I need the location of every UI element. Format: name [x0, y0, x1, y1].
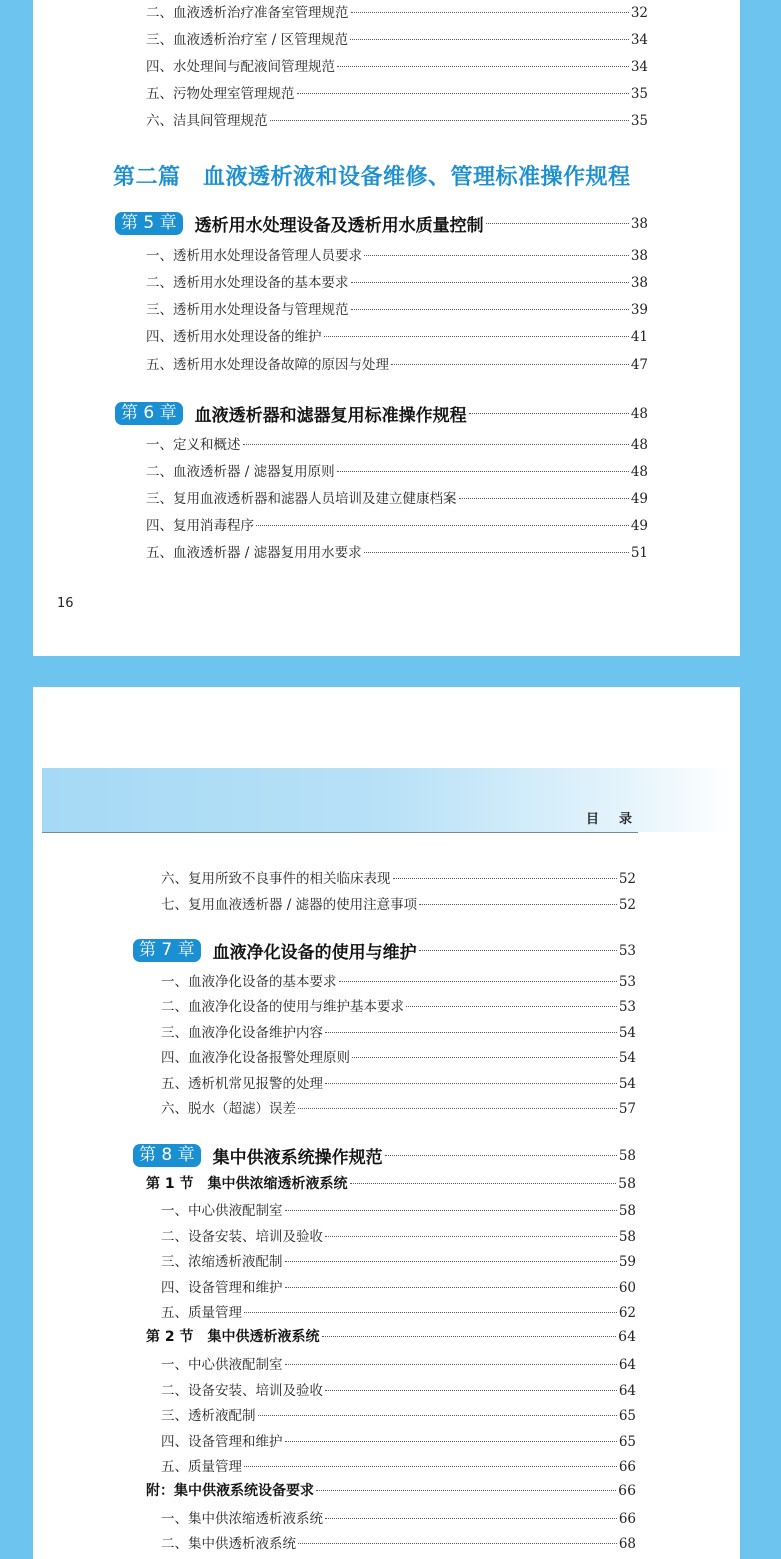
leader-dots	[325, 1518, 617, 1519]
leader-dots	[391, 364, 629, 365]
toc-entry-label: 一、血液净化设备的基本要求	[161, 974, 337, 990]
toc-entry-page: 48	[630, 437, 648, 453]
chapter-title: 血液透析器和滤器复用标准操作规程	[194, 406, 467, 426]
toc-entry-label: 五、血液透析器 / 滤器复用用水要求	[146, 545, 362, 561]
leader-dots	[297, 93, 629, 94]
toc-entry-page: 35	[630, 113, 648, 129]
chapter-title: 透析用水处理设备及透析用水质量控制	[194, 216, 484, 236]
leader-dots	[325, 1236, 617, 1237]
leader-dots	[364, 255, 629, 256]
appendix-entry[interactable]	[146, 1480, 636, 1502]
toc-entry-label: 三、复用血液透析器和滤器人员培训及建立健康档案	[146, 491, 457, 507]
chapter-title: 集中供液系统操作规范	[212, 1148, 383, 1168]
toc-entry-page: 48	[630, 464, 648, 480]
toc-entry[interactable]	[161, 867, 636, 887]
leader-dots	[351, 282, 629, 283]
leader-dots	[316, 1490, 616, 1491]
toc-entry-label: 六、洁具间管理规范	[146, 113, 268, 129]
toc-entry-label: 五、质量管理	[161, 1305, 242, 1321]
toc-page-16	[33, 0, 740, 656]
chapter-8-entry[interactable]	[133, 1143, 636, 1169]
chapter-5-entry[interactable]	[115, 211, 648, 237]
section-label: 第 2 节 集中供透析液系统	[146, 1329, 320, 1345]
toc-entry-page: 64	[618, 1329, 636, 1345]
toc-entry-page: 57	[618, 1101, 636, 1117]
leader-dots	[364, 552, 629, 553]
leader-dots	[270, 120, 629, 121]
toc-entry-page: 49	[630, 491, 648, 507]
toc-entry-label: 二、集中供透析液系统	[161, 1536, 296, 1552]
chapter-badge: 第 5 章	[115, 212, 183, 235]
leader-dots	[350, 39, 629, 40]
leader-dots	[419, 950, 617, 951]
leader-dots	[285, 1364, 617, 1365]
chapter-badge: 第 6 章	[115, 402, 183, 425]
toc-entry-label: 七、复用血液透析器 / 滤器的使用注意事项	[161, 897, 418, 913]
chapter-badge: 第 7 章	[133, 939, 201, 962]
toc-entry[interactable]	[146, 28, 648, 48]
section-2-entry[interactable]	[146, 1326, 636, 1348]
toc-entry-page: 53	[618, 999, 636, 1015]
toc-entry-label: 二、透析用水处理设备的基本要求	[146, 275, 349, 291]
toc-entry-page: 51	[630, 545, 648, 561]
leader-dots	[459, 498, 629, 499]
toc-entry-page: 34	[630, 59, 648, 75]
toc-entry[interactable]	[161, 1353, 636, 1373]
toc-entry-page: 65	[618, 1434, 636, 1450]
leader-dots	[337, 66, 629, 67]
toc-entry[interactable]	[146, 55, 648, 75]
toc-entry[interactable]	[146, 433, 648, 453]
leader-dots	[325, 1083, 617, 1084]
toc-entry[interactable]	[161, 1072, 636, 1092]
toc-entry-label: 三、浓缩透析液配制	[161, 1254, 283, 1270]
toc-entry-page: 52	[618, 897, 636, 913]
leader-dots	[322, 1336, 617, 1337]
leader-dots	[325, 1032, 617, 1033]
leader-dots	[339, 981, 617, 982]
toc-page-17	[33, 687, 740, 1559]
toc-entry[interactable]	[161, 1379, 636, 1399]
toc-entry[interactable]	[146, 353, 648, 373]
toc-entry-page: 64	[618, 1357, 636, 1373]
toc-entry[interactable]	[161, 1250, 636, 1270]
leader-dots	[243, 444, 629, 445]
toc-entry[interactable]	[161, 1455, 636, 1475]
section-1-entry[interactable]	[146, 1173, 636, 1195]
chapter-title: 血液净化设备的使用与维护	[212, 943, 417, 963]
toc-entry-label: 五、透析机常见报警的处理	[161, 1076, 323, 1092]
toc-entry-label: 二、设备安装、培训及验收	[161, 1383, 323, 1399]
toc-entry-label: 一、集中供浓缩透析液系统	[161, 1511, 323, 1527]
toc-entry[interactable]	[161, 1199, 636, 1219]
running-head: 目录	[586, 812, 653, 827]
leader-dots	[244, 1466, 617, 1467]
chapter-6-entry[interactable]	[115, 401, 648, 427]
toc-entry[interactable]	[146, 298, 648, 318]
toc-entry-page: 54	[618, 1050, 636, 1066]
toc-entry-label: 四、水处理间与配液间管理规范	[146, 59, 335, 75]
toc-entry-page: 65	[618, 1408, 636, 1424]
toc-entry-page: 66	[618, 1459, 636, 1475]
toc-entry-label: 三、透析液配制	[161, 1408, 256, 1424]
toc-entry-label: 四、透析用水处理设备的维护	[146, 329, 322, 345]
toc-entry-label: 一、中心供液配制室	[161, 1357, 283, 1373]
section-label: 附：集中供液系统设备要求	[146, 1483, 314, 1499]
toc-entry-page: 38	[630, 248, 648, 264]
chapter-badge: 第 8 章	[133, 1144, 201, 1167]
toc-entry-label: 四、设备管理和维护	[161, 1434, 283, 1450]
toc-entry[interactable]	[161, 1532, 636, 1552]
leader-dots	[406, 1006, 617, 1007]
leader-dots	[419, 904, 617, 905]
leader-dots	[325, 1390, 617, 1391]
toc-entry-label: 五、污物处理室管理规范	[146, 86, 295, 102]
header-rule	[42, 832, 638, 833]
toc-entry[interactable]	[161, 995, 636, 1015]
toc-entry-page: 60	[618, 1280, 636, 1296]
leader-dots	[350, 1183, 617, 1184]
leader-dots	[285, 1261, 617, 1262]
toc-entry[interactable]	[161, 1404, 636, 1424]
toc-entry-label: 五、透析用水处理设备故障的原因与处理	[146, 357, 389, 373]
toc-entry-page: 35	[630, 86, 648, 102]
leader-dots	[298, 1108, 617, 1109]
toc-entry-label: 二、血液净化设备的使用与维护基本要求	[161, 999, 404, 1015]
leader-dots	[285, 1287, 617, 1288]
leader-dots	[324, 336, 629, 337]
toc-entry-page: 58	[618, 1229, 636, 1245]
toc-entry-label: 四、复用消毒程序	[146, 518, 254, 534]
toc-entry-page: 52	[618, 871, 636, 887]
toc-entry[interactable]	[146, 514, 648, 534]
toc-entry-label: 六、复用所致不良事件的相关临床表现	[161, 871, 391, 887]
toc-entry-page: 53	[618, 943, 636, 959]
chapter-7-entry[interactable]	[133, 938, 636, 964]
toc-entry[interactable]	[161, 1507, 636, 1527]
toc-entry-label: 一、中心供液配制室	[161, 1203, 283, 1219]
leader-dots	[352, 1057, 617, 1058]
toc-entry-page: 66	[618, 1511, 636, 1527]
toc-entry-page: 32	[630, 5, 648, 21]
leader-dots	[486, 223, 629, 224]
toc-entry[interactable]	[146, 82, 648, 102]
leader-dots	[256, 525, 629, 526]
toc-entry[interactable]	[161, 1097, 636, 1117]
toc-entry[interactable]	[161, 893, 636, 913]
leader-dots	[244, 1312, 617, 1313]
toc-entry-label: 三、透析用水处理设备与管理规范	[146, 302, 349, 318]
leader-dots	[385, 1155, 617, 1156]
toc-entry-page: 48	[630, 406, 648, 422]
page-number: 16	[57, 596, 74, 611]
toc-entry-label: 五、质量管理	[161, 1459, 242, 1475]
toc-entry[interactable]	[161, 1430, 636, 1450]
toc-entry-label: 二、血液透析器 / 滤器复用原则	[146, 464, 335, 480]
toc-entry-page: 47	[630, 357, 648, 373]
toc-entry-page: 34	[630, 32, 648, 48]
toc-entry[interactable]	[146, 487, 648, 507]
part-heading: 第二篇 血液透析液和设备维修、管理标准操作规程	[113, 165, 631, 190]
leader-dots	[285, 1210, 617, 1211]
toc-entry-label: 二、设备安装、培训及验收	[161, 1229, 323, 1245]
toc-entry-page: 54	[618, 1076, 636, 1092]
toc-entry-page: 49	[630, 518, 648, 534]
toc-entry-page: 58	[618, 1203, 636, 1219]
toc-entry-page: 66	[618, 1483, 636, 1499]
toc-entry-label: 二、血液透析治疗准备室管理规范	[146, 5, 349, 21]
toc-entry[interactable]	[146, 1, 648, 21]
leader-dots	[393, 878, 617, 879]
section-label: 第 1 节 集中供浓缩透析液系统	[146, 1176, 348, 1192]
toc-entry-page: 58	[618, 1176, 636, 1192]
leader-dots	[351, 309, 629, 310]
leader-dots	[337, 471, 629, 472]
toc-entry[interactable]	[146, 325, 648, 345]
toc-entry-page: 53	[618, 974, 636, 990]
toc-entry[interactable]	[146, 244, 648, 264]
toc-entry[interactable]	[146, 271, 648, 291]
toc-entry[interactable]	[161, 1225, 636, 1245]
toc-entry-page: 54	[618, 1025, 636, 1041]
toc-entry-page: 62	[618, 1305, 636, 1321]
toc-entry-page: 39	[630, 302, 648, 318]
toc-entry-label: 四、设备管理和维护	[161, 1280, 283, 1296]
toc-entry[interactable]	[161, 1276, 636, 1296]
leader-dots	[285, 1441, 617, 1442]
toc-entry-page: 38	[630, 275, 648, 291]
leader-dots	[298, 1543, 617, 1544]
toc-entry-page: 68	[618, 1536, 636, 1552]
toc-entry[interactable]	[161, 1046, 636, 1066]
toc-entry-page: 41	[630, 329, 648, 345]
leader-dots	[258, 1415, 617, 1416]
toc-entry-label: 一、透析用水处理设备管理人员要求	[146, 248, 362, 264]
toc-entry[interactable]	[146, 109, 648, 129]
toc-entry-page: 64	[618, 1383, 636, 1399]
toc-entry[interactable]	[146, 460, 648, 480]
toc-entry-page: 38	[630, 216, 648, 232]
toc-entry-label: 三、血液净化设备维护内容	[161, 1025, 323, 1041]
toc-entry-label: 三、血液透析治疗室 / 区管理规范	[146, 32, 349, 48]
leader-dots	[351, 12, 629, 13]
toc-entry-label: 四、血液净化设备报警处理原则	[161, 1050, 350, 1066]
toc-entry[interactable]	[161, 970, 636, 990]
toc-entry-page: 58	[618, 1148, 636, 1164]
toc-entry-label: 一、定义和概述	[146, 437, 241, 453]
toc-entry[interactable]	[161, 1021, 636, 1041]
toc-entry-label: 六、脱水（超滤）误差	[161, 1101, 296, 1117]
toc-entry-page: 59	[618, 1254, 636, 1270]
toc-entry[interactable]	[161, 1301, 636, 1321]
leader-dots	[469, 413, 629, 414]
toc-entry[interactable]	[146, 541, 648, 561]
